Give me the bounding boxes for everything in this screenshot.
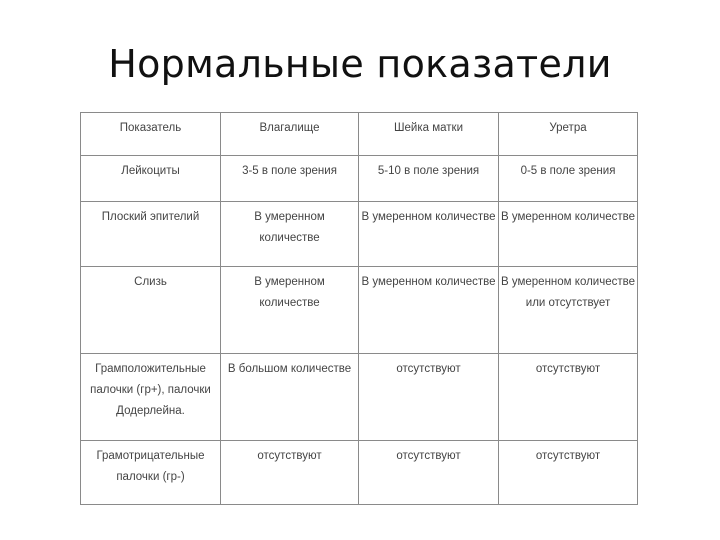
table-cell: 0-5 в поле зрения [499, 156, 638, 202]
normal-values-table [80, 112, 638, 505]
slide-title: Нормальные показатели [108, 42, 612, 86]
table-cell: В умеренном количестве или отсутствует [499, 267, 638, 354]
header-cell-cervix: Шейка матки [359, 113, 499, 156]
table-row [81, 354, 638, 441]
table-row [81, 156, 638, 202]
table-cell: Лейкоциты [81, 156, 221, 202]
table-cell: Грамположительные палочки (гр+), палочки Додерлейна. [81, 354, 221, 441]
table-cell: отсутствуют [221, 441, 359, 505]
table-row [81, 441, 638, 505]
header-cell-urethra: Уретра [499, 113, 638, 156]
header-cell-indicator: Показатель [81, 113, 221, 156]
table-header-row [81, 113, 638, 156]
table-cell: отсутствуют [499, 354, 638, 441]
table-cell: В умеренном количестве [359, 267, 499, 354]
table-cell: Плоский эпителий [81, 202, 221, 267]
table-cell: Слизь [81, 267, 221, 354]
table-cell: Грамотрицательные палочки (гр-) [81, 441, 221, 505]
table-cell: В большом количестве [221, 354, 359, 441]
table-cell: отсутствуют [359, 441, 499, 505]
table-cell: 5-10 в поле зрения [359, 156, 499, 202]
table-row [81, 202, 638, 267]
table-cell: В умеренном количестве [221, 202, 359, 267]
table-cell: отсутствуют [359, 354, 499, 441]
table-cell: В умеренном количестве [359, 202, 499, 267]
table-cell: отсутствуют [499, 441, 638, 505]
table-cell: 3-5 в поле зрения [221, 156, 359, 202]
header-cell-vagina: Влагалище [221, 113, 359, 156]
table-cell: В умеренном количестве [499, 202, 638, 267]
table-cell: В умеренном количестве [221, 267, 359, 354]
table-row [81, 267, 638, 354]
